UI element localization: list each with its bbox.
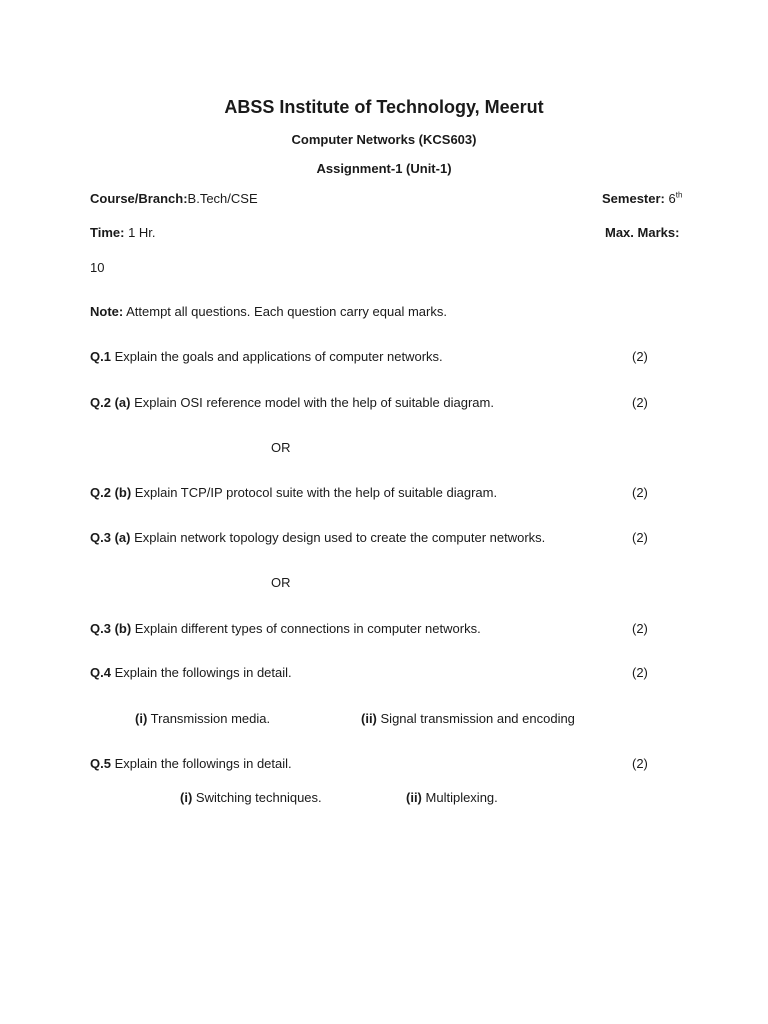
course-branch-label: Course/Branch: [90, 191, 188, 206]
question-2b-marks: (2) [632, 485, 648, 500]
question-2a [90, 395, 494, 411]
question-number: Q.4 [90, 665, 111, 680]
question-5 [90, 756, 292, 772]
or-separator-1: OR [271, 440, 291, 455]
question-4 [90, 665, 292, 681]
question-text: Explain the followings in detail. [114, 756, 292, 771]
question-text: Explain different types of connections in computer networks. [134, 621, 481, 636]
question-5-part-ii [406, 790, 498, 806]
question-3b-marks: (2) [632, 621, 648, 636]
question-number: Q.2 (b) [90, 485, 132, 500]
or-separator-2: OR [271, 575, 291, 590]
part-text: Multiplexing. [425, 790, 498, 805]
question-5-marks: (2) [632, 756, 648, 771]
question-number: Q.5 [90, 756, 111, 771]
part-text: Switching techniques. [195, 790, 322, 805]
question-text: Explain TCP/IP protocol suite with the help of suitable diagram. [134, 485, 498, 500]
question-4-part-ii [361, 711, 575, 727]
question-4-marks: (2) [632, 665, 648, 680]
part-label: (i) [180, 790, 193, 805]
question-text: Explain the goals and applications of computer networks. [114, 349, 443, 364]
semester-value: 6 [668, 191, 676, 206]
question-number: Q.3 (b) [90, 621, 132, 636]
part-text: Signal transmission and encoding [380, 711, 575, 726]
part-text: Transmission media. [150, 711, 271, 726]
question-3a-marks: (2) [632, 530, 648, 545]
time-value: 1 Hr. [128, 225, 156, 240]
max-marks-label: Max. Marks: [605, 225, 680, 240]
course-name: Computer Networks (KCS603) [291, 132, 477, 147]
question-3a [90, 530, 545, 546]
question-2b [90, 485, 497, 501]
question-5-part-i [180, 790, 322, 806]
question-number: Q.2 (a) [90, 395, 131, 410]
course-branch [90, 191, 258, 207]
time-label: Time: [90, 225, 125, 240]
part-label: (ii) [361, 711, 377, 726]
institute-title: ABSS Institute of Technology, Meerut [224, 97, 544, 117]
part-label: (ii) [406, 790, 422, 805]
assignment-title: Assignment-1 (Unit-1) [316, 161, 452, 176]
note-label: Note: [90, 304, 124, 319]
semester-label: Semester: [602, 191, 665, 206]
time [90, 225, 156, 241]
question-2a-marks: (2) [632, 395, 648, 410]
semester [602, 191, 682, 207]
course-branch-value: B.Tech/CSE [187, 191, 258, 206]
question-text: Explain network topology design used to create the computer networks. [134, 530, 546, 545]
question-text: Explain the followings in detail. [114, 665, 292, 680]
max-marks-value: 10 [90, 260, 105, 275]
question-4-part-i [135, 711, 270, 727]
question-number: Q.3 (a) [90, 530, 131, 545]
question-3b [90, 621, 481, 637]
note-text: Attempt all questions. Each question carry equal marks. [126, 304, 447, 319]
semester-suffix: th [675, 190, 683, 200]
question-text: Explain OSI reference model with the help of suitable diagram. [134, 395, 494, 410]
max-marks [605, 225, 679, 241]
question-1-marks: (2) [632, 349, 648, 364]
note [90, 304, 447, 320]
question-1 [90, 349, 443, 365]
part-label: (i) [135, 711, 148, 726]
question-number: Q.1 [90, 349, 111, 364]
